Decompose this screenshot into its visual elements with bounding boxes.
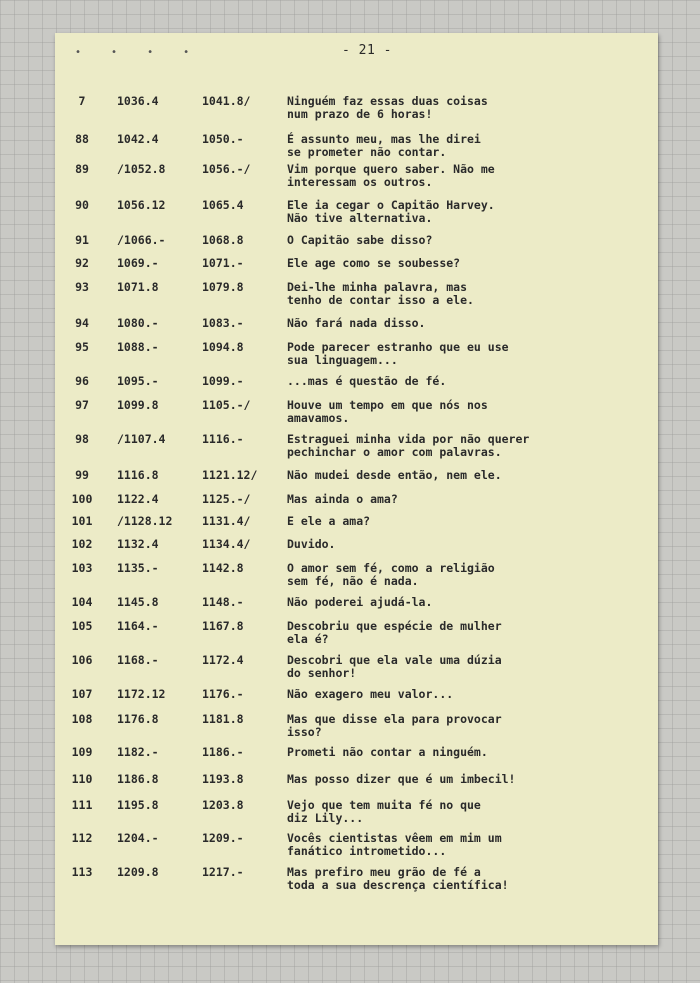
subtitle-line: Não poderei ajudá-la. [287,595,433,609]
subtitle-text [287,799,647,825]
subtitle-text [287,515,647,528]
end-timecode: 1203.8 [202,798,244,812]
subtitle-line: Pode parecer estranho que eu use [287,340,509,354]
start-timecode: 1036.4 [117,94,159,108]
subtitle-text [287,257,647,270]
subtitle-line: Descobriu que espécie de mulher [287,619,502,633]
subtitle-line: toda a sua descrença científica! [287,878,509,892]
start-timecode: 1204.- [117,831,159,845]
row-number: 93 [75,280,89,294]
subtitle-text [287,538,647,551]
subtitle-text [287,493,647,506]
subtitle-text [287,713,647,739]
subtitle-text [287,620,647,646]
row-number: 94 [75,316,89,330]
start-timecode: 1209.8 [117,865,159,879]
start-timecode: /1107.4 [117,432,166,446]
punch-dots: • • • • [75,47,202,58]
end-timecode: 1186.- [202,745,244,759]
subtitle-text [287,95,647,121]
subtitle-line: Vocês cientistas vêem em mim um [287,831,502,845]
end-timecode: 1116.- [202,432,244,446]
subtitle-line: interessam os outros. [287,175,433,189]
row-number: 90 [75,198,89,212]
row-number: 98 [75,432,89,446]
end-timecode: 1167.8 [202,619,244,633]
subtitle-line: tenho de contar isso a ele. [287,293,474,307]
row-number: 100 [71,492,93,506]
row-number: 92 [75,256,89,270]
subtitle-line: Não exagero meu valor... [287,687,454,701]
subtitle-line: ela é? [287,632,329,646]
end-timecode: 1134.4/ [202,537,251,551]
subtitle-line: num prazo de 6 horas! [287,107,433,121]
end-timecode: 1071.- [202,256,244,270]
start-timecode: 1095.- [117,374,159,388]
subtitle-text [287,832,647,858]
subtitle-line: Vim porque quero saber. Não me [287,162,495,176]
end-timecode: 1083.- [202,316,244,330]
end-timecode: 1050.- [202,132,244,146]
start-timecode: 1116.8 [117,468,159,482]
end-timecode: 1056.-/ [202,162,251,176]
row-number: 102 [71,537,93,551]
row-number: 88 [75,132,89,146]
row-number: 97 [75,398,89,412]
start-timecode: 1135.- [117,561,159,575]
subtitle-line: Descobri que ela vale uma dúzia [287,653,502,667]
end-timecode: 1125.-/ [202,492,251,506]
subtitle-text [287,199,647,225]
row-number: 111 [71,798,93,812]
end-timecode: 1209.- [202,831,244,845]
start-timecode: 1168.- [117,653,159,667]
subtitle-text [287,133,647,159]
row-number: 104 [71,595,93,609]
start-timecode: /1128.12 [117,514,173,528]
subtitle-text [287,746,647,759]
subtitle-line: Mas posso dizer que é um imbecil! [287,772,516,786]
end-timecode: 1148.- [202,595,244,609]
subtitle-text [287,688,647,701]
subtitle-line: amavamos. [287,411,350,425]
start-timecode: 1080.- [117,316,159,330]
subtitle-text [287,654,647,680]
subtitle-line: Duvido. [287,537,336,551]
subtitle-text [287,399,647,425]
end-timecode: 1193.8 [202,772,244,786]
subtitle-line: Prometi não contar a ninguém. [287,745,488,759]
subtitle-line: Mas que disse ela para provocar [287,712,502,726]
start-timecode: 1172.12 [117,687,166,701]
end-timecode: 1065.4 [202,198,244,212]
end-timecode: 1068.8 [202,233,244,247]
start-timecode: 1122.4 [117,492,159,506]
subtitle-line: do senhor! [287,666,357,680]
subtitle-line: Não mudei desde então, nem ele. [287,468,502,482]
start-timecode: /1066.- [117,233,166,247]
subtitle-line: fanático intrometido... [287,844,447,858]
end-timecode: 1131.4/ [202,514,251,528]
row-number: 7 [78,94,86,108]
start-timecode: 1186.8 [117,772,159,786]
row-number: 89 [75,162,89,176]
start-timecode: 1099.8 [117,398,159,412]
row-number: 113 [71,865,93,879]
subtitle-line: diz Lily... [287,811,364,825]
subtitle-line: Vejo que tem muita fé no que [287,798,481,812]
end-timecode: 1217.- [202,865,244,879]
row-number: 107 [71,687,93,701]
start-timecode: 1069.- [117,256,159,270]
subtitle-line: Ele age como se soubesse? [287,256,461,270]
row-number: 96 [75,374,89,388]
typed-page [55,33,658,945]
start-timecode: 1145.8 [117,595,159,609]
subtitle-line: É assunto meu, mas lhe direi [287,132,481,146]
subtitle-line: Estraguei minha vida por não querer [287,432,530,446]
subtitle-text [287,866,647,892]
start-timecode: 1164.- [117,619,159,633]
subtitle-line: O amor sem fé, como a religião [287,561,495,575]
row-number: 101 [71,514,93,528]
subtitle-line: ...mas é questão de fé. [287,374,447,388]
subtitle-line: Ele ia cegar o Capitão Harvey. [287,198,495,212]
subtitle-line: Dei-lhe minha palavra, mas [287,280,468,294]
subtitle-text [287,562,647,588]
subtitle-line: isso? [287,725,322,739]
end-timecode: 1121.12/ [202,468,258,482]
end-timecode: 1094.8 [202,340,244,354]
start-timecode: /1052.8 [117,162,166,176]
row-number: 103 [71,561,93,575]
start-timecode: 1195.8 [117,798,159,812]
row-number: 91 [75,233,89,247]
end-timecode: 1176.- [202,687,244,701]
start-timecode: 1182.- [117,745,159,759]
row-number: 112 [71,831,93,845]
subtitle-text [287,234,647,247]
subtitle-line: Ninguém faz essas duas coisas [287,94,488,108]
subtitle-text [287,163,647,189]
subtitle-line: Não fará nada disso. [287,316,426,330]
subtitle-line: pechinchar o amor com palavras. [287,445,502,459]
row-number: 95 [75,340,89,354]
subtitle-line: E ele a ama? [287,514,371,528]
end-timecode: 1105.-/ [202,398,251,412]
row-number: 99 [75,468,89,482]
end-timecode: 1079.8 [202,280,244,294]
start-timecode: 1056.12 [117,198,166,212]
subtitle-text [287,469,647,482]
subtitle-line: Mas ainda o ama? [287,492,398,506]
subtitle-line: Não tive alternativa. [287,211,433,225]
start-timecode: 1132.4 [117,537,159,551]
subtitle-line: sua linguagem... [287,353,398,367]
page-number: - 21 - [342,43,392,58]
start-timecode: 1042.4 [117,132,159,146]
end-timecode: 1172.4 [202,653,244,667]
subtitle-line: se prometer não contar. [287,145,447,159]
row-number: 106 [71,653,93,667]
row-number: 109 [71,745,93,759]
subtitle-text [287,433,647,459]
subtitle-text [287,317,647,330]
row-number: 105 [71,619,93,633]
start-timecode: 1071.8 [117,280,159,294]
subtitle-line: Houve um tempo em que nós nos [287,398,488,412]
subtitle-line: sem fé, não é nada. [287,574,419,588]
start-timecode: 1088.- [117,340,159,354]
subtitle-text [287,596,647,609]
subtitle-text [287,281,647,307]
end-timecode: 1041.8/ [202,94,251,108]
row-number: 110 [71,772,93,786]
row-number: 108 [71,712,93,726]
end-timecode: 1181.8 [202,712,244,726]
subtitle-line: Mas prefiro meu grão de fé a [287,865,481,879]
subtitle-text [287,375,647,388]
subtitle-text [287,341,647,367]
subtitle-text [287,773,647,786]
start-timecode: 1176.8 [117,712,159,726]
end-timecode: 1099.- [202,374,244,388]
end-timecode: 1142.8 [202,561,244,575]
subtitle-line: O Capitão sabe disso? [287,233,433,247]
